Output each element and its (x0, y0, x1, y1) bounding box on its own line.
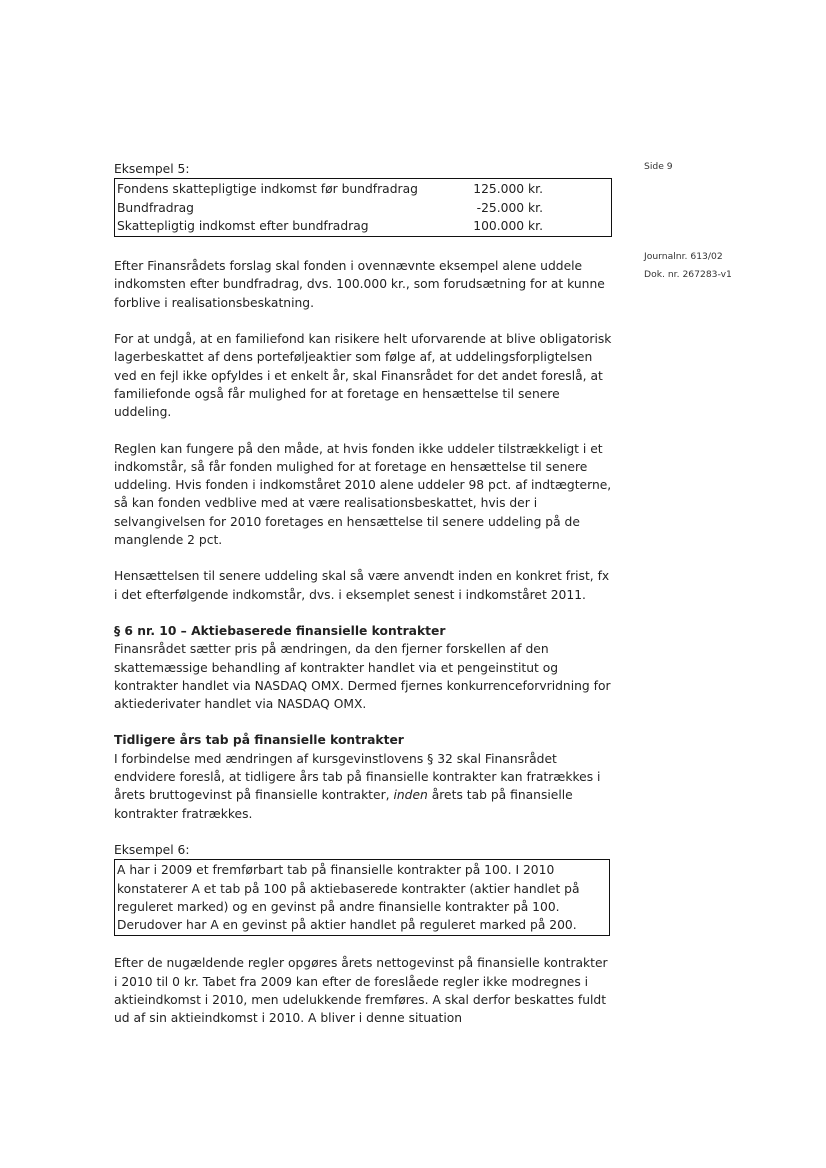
section-heading: Tidligere års tab på finansielle kontrakter (114, 733, 404, 748)
document-number: Dok. nr. 267283-v1 (644, 269, 732, 280)
emphasis-text: inden (393, 788, 428, 803)
example-5-row (117, 180, 611, 198)
example-5-row-label: Skattepligtig indkomst efter bundfradrag (117, 218, 369, 233)
document-body (114, 160, 614, 1028)
journal-number: Journalnr. 613/02 (644, 251, 723, 262)
section-heading: § 6 nr. 10 – Aktiebaserede finansielle kontrakter (114, 623, 446, 638)
paragraph: Efter de nugældende regler opgøres årets nettogevinst på finansielle kontrakter i 2010 til 0 kr. Tabet fra 2009 kan efter de foreslåede regler ikke modregnes i aktieindkomst i 2010, men udelukkende fremføres. A skal derfor beskattes fuldt ud af sin aktieindkomst i 2010. A bliver i denne situation (114, 956, 608, 1026)
example-5-row-amount: 125.000 kr. (473, 182, 543, 197)
paragraph: Hensættelsen til senere uddeling skal så være anvendt inden en konkret frist, fx i det efterfølgende indkomstår, dvs. i eksemplet senest i indkomståret 2011. (114, 569, 610, 602)
paragraph (114, 750, 614, 823)
example-5-row (117, 199, 611, 217)
example-5-box (114, 178, 612, 237)
paragraph-text: årets tab på finansielle kontrakter fratrækkes. (114, 788, 573, 821)
paragraph: For at undgå, at en familiefond kan risikere helt uforvarende at blive obligatorisk lagerbeskattet af dens porteføljeaktier som følge af, at uddelingsforpligtelsen ved en fejl ikke opfyldes i et enkelt år, skal Finansrådet for det andet foreslå, at familiefonde også får mulighed for at foretage en hensættelse til senere uddeling. (114, 332, 612, 420)
example-5-row-label: Fondens skattepligtige indkomst før bundfradrag (117, 182, 418, 197)
example-5-row (117, 217, 611, 235)
paragraph-text: I forbindelse med ændringen af kursgevinstlovens § 32 skal Finansrådet endvidere foreslå, at tidligere års tab på finansielle kontrakter kan fratrækkes i årets bruttogevinst på finansielle kontrakter, (114, 751, 601, 803)
paragraph: Reglen kan fungere på den måde, at hvis fonden ikke uddeler tilstrækkeligt i et indkomstår, så får fonden mulighed for at foretage en hensættelse til senere uddeling. Hvis fonden i indkomståret 2010 alene uddeler 98 pct. af indtægterne, så kan fonden vedblive med at være realisationsbeskattet, hvis der i selvangivelsen for 2010 foretages en hensættelse til senere uddeling på de manglende 2 pct. (114, 441, 612, 548)
paragraph: Finansrådet sætter pris på ændringen, da den fjerner forskellen af den skattemæssige behandling af kontrakter handlet via et pengeinstitut og kontrakter handlet via NASDAQ OMX. Dermed fjernes konkurrenceforvridning for aktiederivater handlet via NASDAQ OMX. (114, 642, 611, 712)
example-6-box (114, 859, 610, 936)
example-5-row-amount: 100.000 kr. (473, 218, 543, 233)
example-5-label: Eksempel 5: (114, 162, 190, 176)
page-number: Side 9 (644, 161, 673, 172)
example-6-text: A har i 2009 et fremførbart tab på finansielle kontrakter på 100. I 2010 konstaterer A et tab på 100 på aktiebaserede kontrakter (aktier handlet på reguleret marked) og en gevinst på andre finansielle kontrakter på 100. Derudover har A en gevinst på aktier handlet på reguleret marked på 200. (117, 863, 580, 933)
example-5-row-label: Bundfradrag (117, 200, 194, 215)
example-6-label: Eksempel 6: (114, 842, 190, 857)
example-5-row-amount: -25.000 kr. (476, 200, 543, 215)
paragraph: Efter Finansrådets forslag skal fonden i ovennævnte eksempel alene uddele indkomsten efter bundfradrag, dvs. 100.000 kr., som forudsætning for at kunne forblive i realisationsbeskatning. (114, 259, 605, 310)
